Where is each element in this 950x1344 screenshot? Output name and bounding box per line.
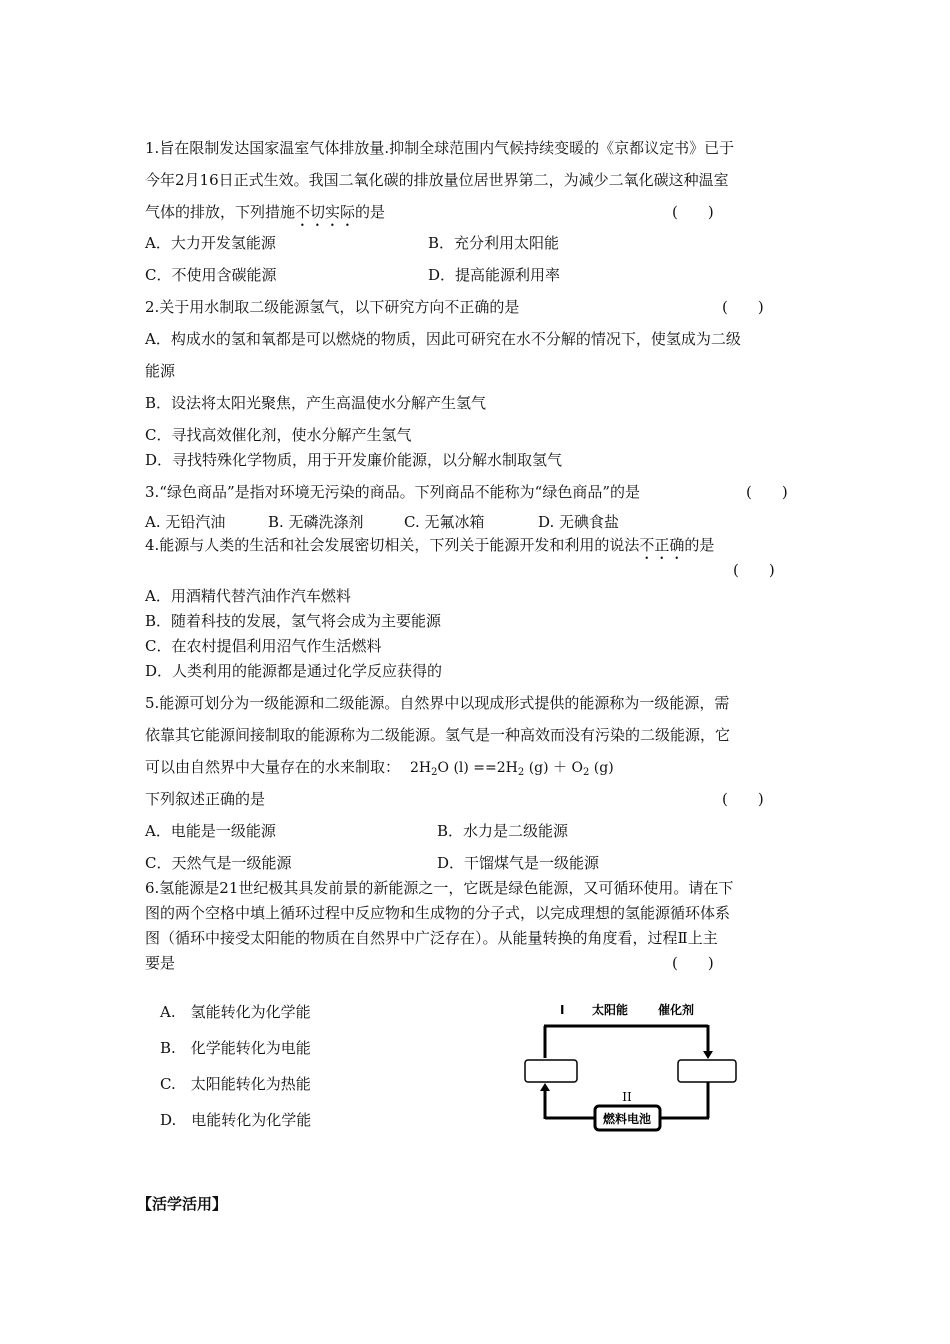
q2-option-b: B．设法将太阳光聚焦，产生高温使水分解产生氢气 (145, 394, 487, 412)
q5-option-a: A．电能是一级能源 (145, 822, 276, 840)
q4-option-b: B．随着科技的发展，氢气将会成为主要能源 (145, 612, 442, 630)
q1-stem-line3: 气体的排放，下列措施不切实际的是 (145, 203, 386, 221)
q6-option-c: C. 太阳能转化为热能 (160, 1075, 311, 1093)
q1-option-b: B．充分利用太阳能 (428, 234, 560, 252)
blank-box-left (525, 1060, 577, 1082)
q6-stem-line4: 要是 (145, 954, 176, 972)
q6-option-d: D. 电能转化为化学能 (160, 1111, 312, 1129)
q6-answer-blank: ( ) (672, 954, 714, 972)
q4-option-a: A．用酒精代替汽油作汽车燃料 (145, 587, 351, 605)
q1-option-c: C．不使用含碳能源 (145, 266, 277, 284)
arrow-down-right-icon (703, 1051, 713, 1059)
q2-answer-blank: ( ) (722, 298, 764, 316)
q5-option-d: D．干馏煤气是一级能源 (437, 854, 600, 872)
label-catalyst: 催化剂 (658, 1003, 695, 1017)
label-process-ii: II (622, 1090, 632, 1104)
q5-answer-blank: ( ) (722, 790, 764, 808)
q2-option-d: D．寻找特殊化学物质，用于开发廉价能源，以分解水制取氢气 (145, 451, 563, 469)
q2-option-a-line1: A．构成水的氢和氧都是可以燃烧的物质，因此可研究在水不分解的情况下，使氢成为二级 (145, 330, 741, 348)
q3-option-d: D. 无碘食盐 (538, 513, 620, 531)
q4-answer-blank: ( ) (733, 561, 775, 579)
label-process-i: I (560, 1003, 565, 1017)
q4-option-d: D．人类利用的能源都是通过化学反应获得的 (145, 662, 443, 680)
q2-option-c: C．寻找高效催化剂，使水分解产生氢气 (145, 426, 412, 444)
arrow-up-left-icon (540, 1083, 550, 1091)
hydrogen-cycle-diagram (520, 996, 745, 1141)
blank-box-right (678, 1060, 736, 1082)
q5-stem-line3: 可以由自然界中大量存在的水来制取： $2H_2O$ $(l) ==2H_2$ $(g) + O_2$ (g) (145, 758, 614, 778)
q4-option-c: C．在农村提倡利用沼气作生活燃料 (145, 637, 382, 655)
q5-option-b: B．水力是二级能源 (437, 822, 569, 840)
q5-option-c: C．天然气是一级能源 (145, 854, 292, 872)
q6-option-b: B. 化学能转化为电能 (160, 1039, 311, 1057)
fuel-cell-label: 燃料电池 (602, 1112, 652, 1126)
q2-option-a-line2: 能源 (145, 362, 176, 380)
q4-emphasis: 不正确 (639, 536, 685, 554)
q6-stem-line2: 图的两个空格中填上循环过程中反应物和生成物的分子式，以完成理想的氢能源循环体系 (145, 904, 731, 922)
q6-option-a: A. 氢能转化为化学能 (160, 1003, 311, 1021)
q5-equation: $2H_2O$ $(l) ==2H_2$ $(g) + O_2$ (g) (410, 760, 614, 778)
q2-stem: 2.关于用水制取二级能源氢气，以下研究方向不正确的是 (145, 298, 520, 316)
q1-answer-blank: ( ) (672, 203, 714, 221)
label-solar-energy: 太阳能 (592, 1003, 629, 1017)
q1-option-d: D．提高能源利用率 (428, 266, 561, 284)
q6-stem-line1: 6.氢能源是21世纪极其具发前景的新能源之一，它既是绿色能源，又可循环使用。请在下 (145, 879, 734, 897)
q6-stem-line3: 图（循环中接受太阳能的物质在自然界中广泛存在）。从能量转换的角度看，过程Ⅱ上主 (145, 929, 718, 947)
q3-stem: 3.“绿色商品”是指对环境无污染的商品。下列商品不能称为“绿色商品”的是 (145, 483, 640, 501)
q1-emphasis: 不切实际 (295, 203, 356, 221)
q5-stem-line2: 依靠其它能源间接制取的能源称为二级能源。氢气是一种高效而没有污染的二级能源，它 (145, 726, 731, 744)
q3-answer-blank: ( ) (746, 483, 788, 501)
q1-stem-line2: 今年2月16日正式生效。我国二氧化碳的排放量位居世界第二，为减少二氧化碳这种温室 (145, 171, 729, 189)
q3-option-a: A. 无铅汽油 (145, 513, 226, 531)
section-heading: 【活学活用】 (137, 1195, 228, 1213)
q1-option-a: A．大力开发氢能源 (145, 234, 276, 252)
q1-stem-line1: 1.旨在限制发达国家温室气体排放量.抑制全球范围内气候持续变暖的《京都议定书》已于 (145, 139, 735, 157)
q4-stem: 4.能源与人类的生活和社会发展密切相关，下列关于能源开发和利用的说法不正确的是 (145, 536, 715, 554)
q5-stem-line1: 5.能源可划分为一级能源和二级能源。自然界中以现成形式提供的能源称为一级能源，需 (145, 694, 730, 712)
q5-question: 下列叙述正确的是 (145, 790, 266, 808)
q3-option-c: C. 无氟冰箱 (404, 513, 485, 531)
q3-option-b: B. 无磷洗涤剂 (268, 513, 364, 531)
